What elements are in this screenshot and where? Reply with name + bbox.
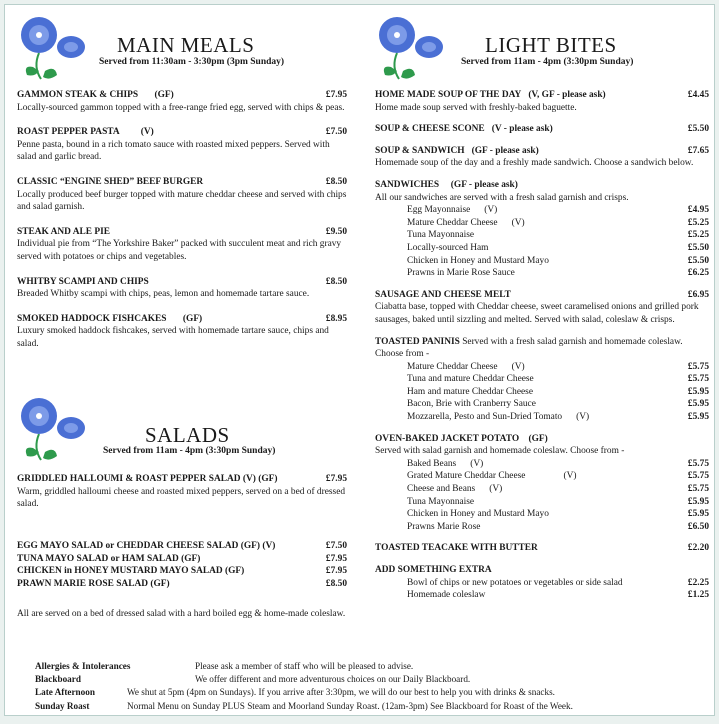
menu-item: ROAST PEPPER PASTA (V) £7.50 Penne pasta, bound in a rich tomato sauce with roasted mixed peppers. Served with salad and garlic bread. — [17, 127, 347, 163]
footer-row: Late Afternoon We shut at 5pm (4pm on Sundays). If you arrive after 3:30pm, we will do our best to help you with drinks & snacks. — [35, 687, 555, 698]
morning-glory-flower-icon — [377, 9, 449, 87]
light-bites-served: Served from 11am - 4pm (3:30pm Sunday) — [461, 57, 634, 67]
list-item: Mature Cheddar Cheese (V) £5.75 — [407, 361, 709, 372]
menu-item: SANDWICHES (GF - please ask) All our sandwiches are served with a fresh salad garnish and crisps. Egg Mayonnaise (V) £4.95 Mature Cheddar Cheese (V) £5.25 Tuna Mayonnaise £5.25 Locally-sourced Ham £5.50 Chicken in Honey and Mustard Mayo £5.50 Prawns in Marie Rose Sauce £6.25 — [375, 179, 709, 279]
main-meals-served: Served from 11:30am - 3:30pm (3pm Sunday) — [99, 57, 285, 67]
menu-item: CHICKEN in HONEY MUSTARD MAYO SALAD (GF) £7.95 — [17, 566, 347, 577]
list-item: Homemade coleslaw £1.25 — [407, 590, 709, 601]
morning-glory-flower-icon — [19, 9, 91, 87]
menu-item: GRIDDLED HALLOUMI & ROAST PEPPER SALAD (V) (GF) £7.95 Warm, griddled halloumi cheese and roasted mixed peppers, served on a bed of dressed salad. — [17, 474, 347, 510]
main-meals-list — [17, 89, 347, 351]
list-item: Baked Beans (V) £5.75 — [407, 458, 709, 469]
salads-served: Served from 11am - 4pm (3:30pm Sunday) — [103, 446, 276, 456]
menu-item: SAUSAGE AND CHEESE MELT £6.95 Ciabatta base, topped with Cheddar cheese, sweet caramelised onions and grilled pork sausages, baked until sizzling and melted. Served with salad, coleslaw & crisps. — [375, 289, 709, 325]
list-item: Prawns in Marie Rose Sauce £6.25 — [407, 268, 709, 279]
menu-item: EGG MAYO SALAD or CHEDDAR CHEESE SALAD (GF) (V) £7.50 — [17, 541, 347, 551]
menu-item: GAMMON STEAK & CHIPS (GF) £7.95 Locally-sourced gammon topped with a free-range fried egg, served with chips & peas. — [17, 90, 347, 113]
list-item: Prawns Marie Rose £6.50 — [407, 521, 709, 532]
morning-glory-flower-icon — [19, 390, 91, 468]
footer-row: Blackboard We offer different and more adventurous choices on our Daily Blackboard. — [35, 674, 471, 685]
menu-item: SMOKED HADDOCK FISHCAKES (GF) £8.95 Luxury smoked haddock fishcakes, served with homemade tartare sauce, chips and salad. — [17, 313, 347, 349]
list-item: Locally-sourced Ham £5.50 — [407, 242, 709, 253]
list-item: Egg Mayonnaise (V) £4.95 — [407, 205, 709, 216]
list-item: Bowl of chips or new potatoes or vegetables or side salad £2.25 — [407, 577, 709, 588]
list-item: Mozzarella, Pesto and Sun-Dried Tomato (V) £5.95 — [407, 412, 709, 423]
menu-item: SOUP & SANDWICH (GF - please ask) £7.65 Homemade soup of the day and a freshly made sandwich. Choose a sandwich below. — [375, 145, 709, 169]
item-price: £8.50 — [325, 276, 347, 287]
list-item: Chicken in Honey and Mustard Mayo £5.50 — [407, 255, 709, 266]
item-price: £7.95 — [325, 474, 347, 484]
salads-title: SALADS — [145, 423, 230, 447]
list-item: Bacon, Brie with Cranberry Sauce £5.95 — [407, 399, 709, 410]
menu-item: SOUP & CHEESE SCONE (V - please ask) £5.50 — [375, 124, 709, 135]
light-bites-title: LIGHT BITES — [485, 33, 617, 57]
menu-item: TOASTED PANINIS Served with a fresh salad garnish and homemade coleslaw. Choose from - Mature Cheddar Cheese (V) £5.75 Tuna and mature Cheddar Cheese £5.75 Ham and mature Cheddar Cheese £5.95 Bacon, Brie with Cranberry Sauce £5.95 Mozzarella, Pesto and Sun-Dried Tomato (V) £5.95 — [375, 336, 709, 423]
list-item: Tuna and mature Cheddar Cheese £5.75 — [407, 374, 709, 385]
list-item: Tuna Mayonnaise £5.25 — [407, 230, 709, 241]
item-price: £9.50 — [325, 226, 347, 237]
menu-item: ADD SOMETHING EXTRA Bowl of chips or new potatoes or vegetables or side salad £2.25 Homemade coleslaw £1.25 — [375, 565, 709, 601]
main-meals-title: MAIN MEALS — [117, 33, 255, 57]
salads-note: All are served on a bed of dressed salad with a hard boiled egg & home-made coleslaw. — [17, 609, 346, 619]
list-item: Tuna Mayonnaise £5.95 — [407, 496, 709, 507]
salads-list — [17, 473, 347, 511]
menu-item: WHITBY SCAMPI AND CHIPS £8.50 Breaded Whitby scampi with chips, peas, lemon and homemade tartare sauce. — [17, 276, 347, 300]
list-item: Mature Cheddar Cheese (V) £5.25 — [407, 217, 709, 228]
item-price: £8.95 — [325, 313, 347, 324]
footer-notes — [35, 660, 573, 713]
menu-item: TOASTED TEACAKE WITH BUTTER £2.20 — [375, 543, 709, 554]
footer-row: Sunday Roast Normal Menu on Sunday PLUS Steam and Moorland Sunday Roast. (12am-3pm) See Blackboard for Roast of the Week. — [35, 700, 573, 711]
item-price: £7.95 — [325, 90, 347, 100]
salads-options — [17, 540, 347, 590]
list-item: Grated Mature Cheddar Cheese (V) £5.75 — [407, 471, 709, 482]
menu-item: CLASSIC “ENGINE SHED” BEEF BURGER £8.50 Locally produced beef burger topped with mature cheddar cheese and served with chips and salad garnish. — [17, 176, 347, 213]
list-item: Ham and mature Cheddar Cheese £5.95 — [407, 386, 709, 397]
item-price: £7.50 — [325, 127, 347, 138]
menu-item: STEAK AND ALE PIE £9.50 Individual pie from “The Yorkshire Baker” packed with succulent meat and rich gravy served with potatoes or chips and vegetables. — [17, 226, 347, 262]
menu-page — [4, 4, 715, 716]
menu-item: OVEN-BAKED JACKET POTATO (GF) Served with salad garnish and homemade coleslaw. Choose from - Baked Beans (V) £5.75 Grated Mature Cheddar Cheese (V) £5.75 Cheese and Beans (V) £5.75 Tuna Mayonnaise £5.95 Chicken in Honey and Mustard Mayo £5.95 Prawns Marie Rose £6.50 — [375, 433, 709, 532]
list-item: Cheese and Beans (V) £5.75 — [407, 484, 709, 495]
light-bites-list — [375, 89, 709, 602]
item-price: £8.50 — [325, 176, 347, 187]
menu-item: TUNA MAYO SALAD or HAM SALAD (GF) £7.95 — [17, 553, 347, 564]
menu-item: HOME MADE SOUP OF THE DAY (V, GF - please ask) £4.45 Home made soup served with freshly-baked baguette. — [375, 90, 709, 113]
menu-item: PRAWN MARIE ROSE SALAD (GF) £8.50 — [17, 578, 347, 589]
footer-row: Allergies & Intolerances Please ask a member of staff who will be pleased to advise. — [35, 661, 414, 671]
list-item: Chicken in Honey and Mustard Mayo £5.95 — [407, 509, 709, 520]
